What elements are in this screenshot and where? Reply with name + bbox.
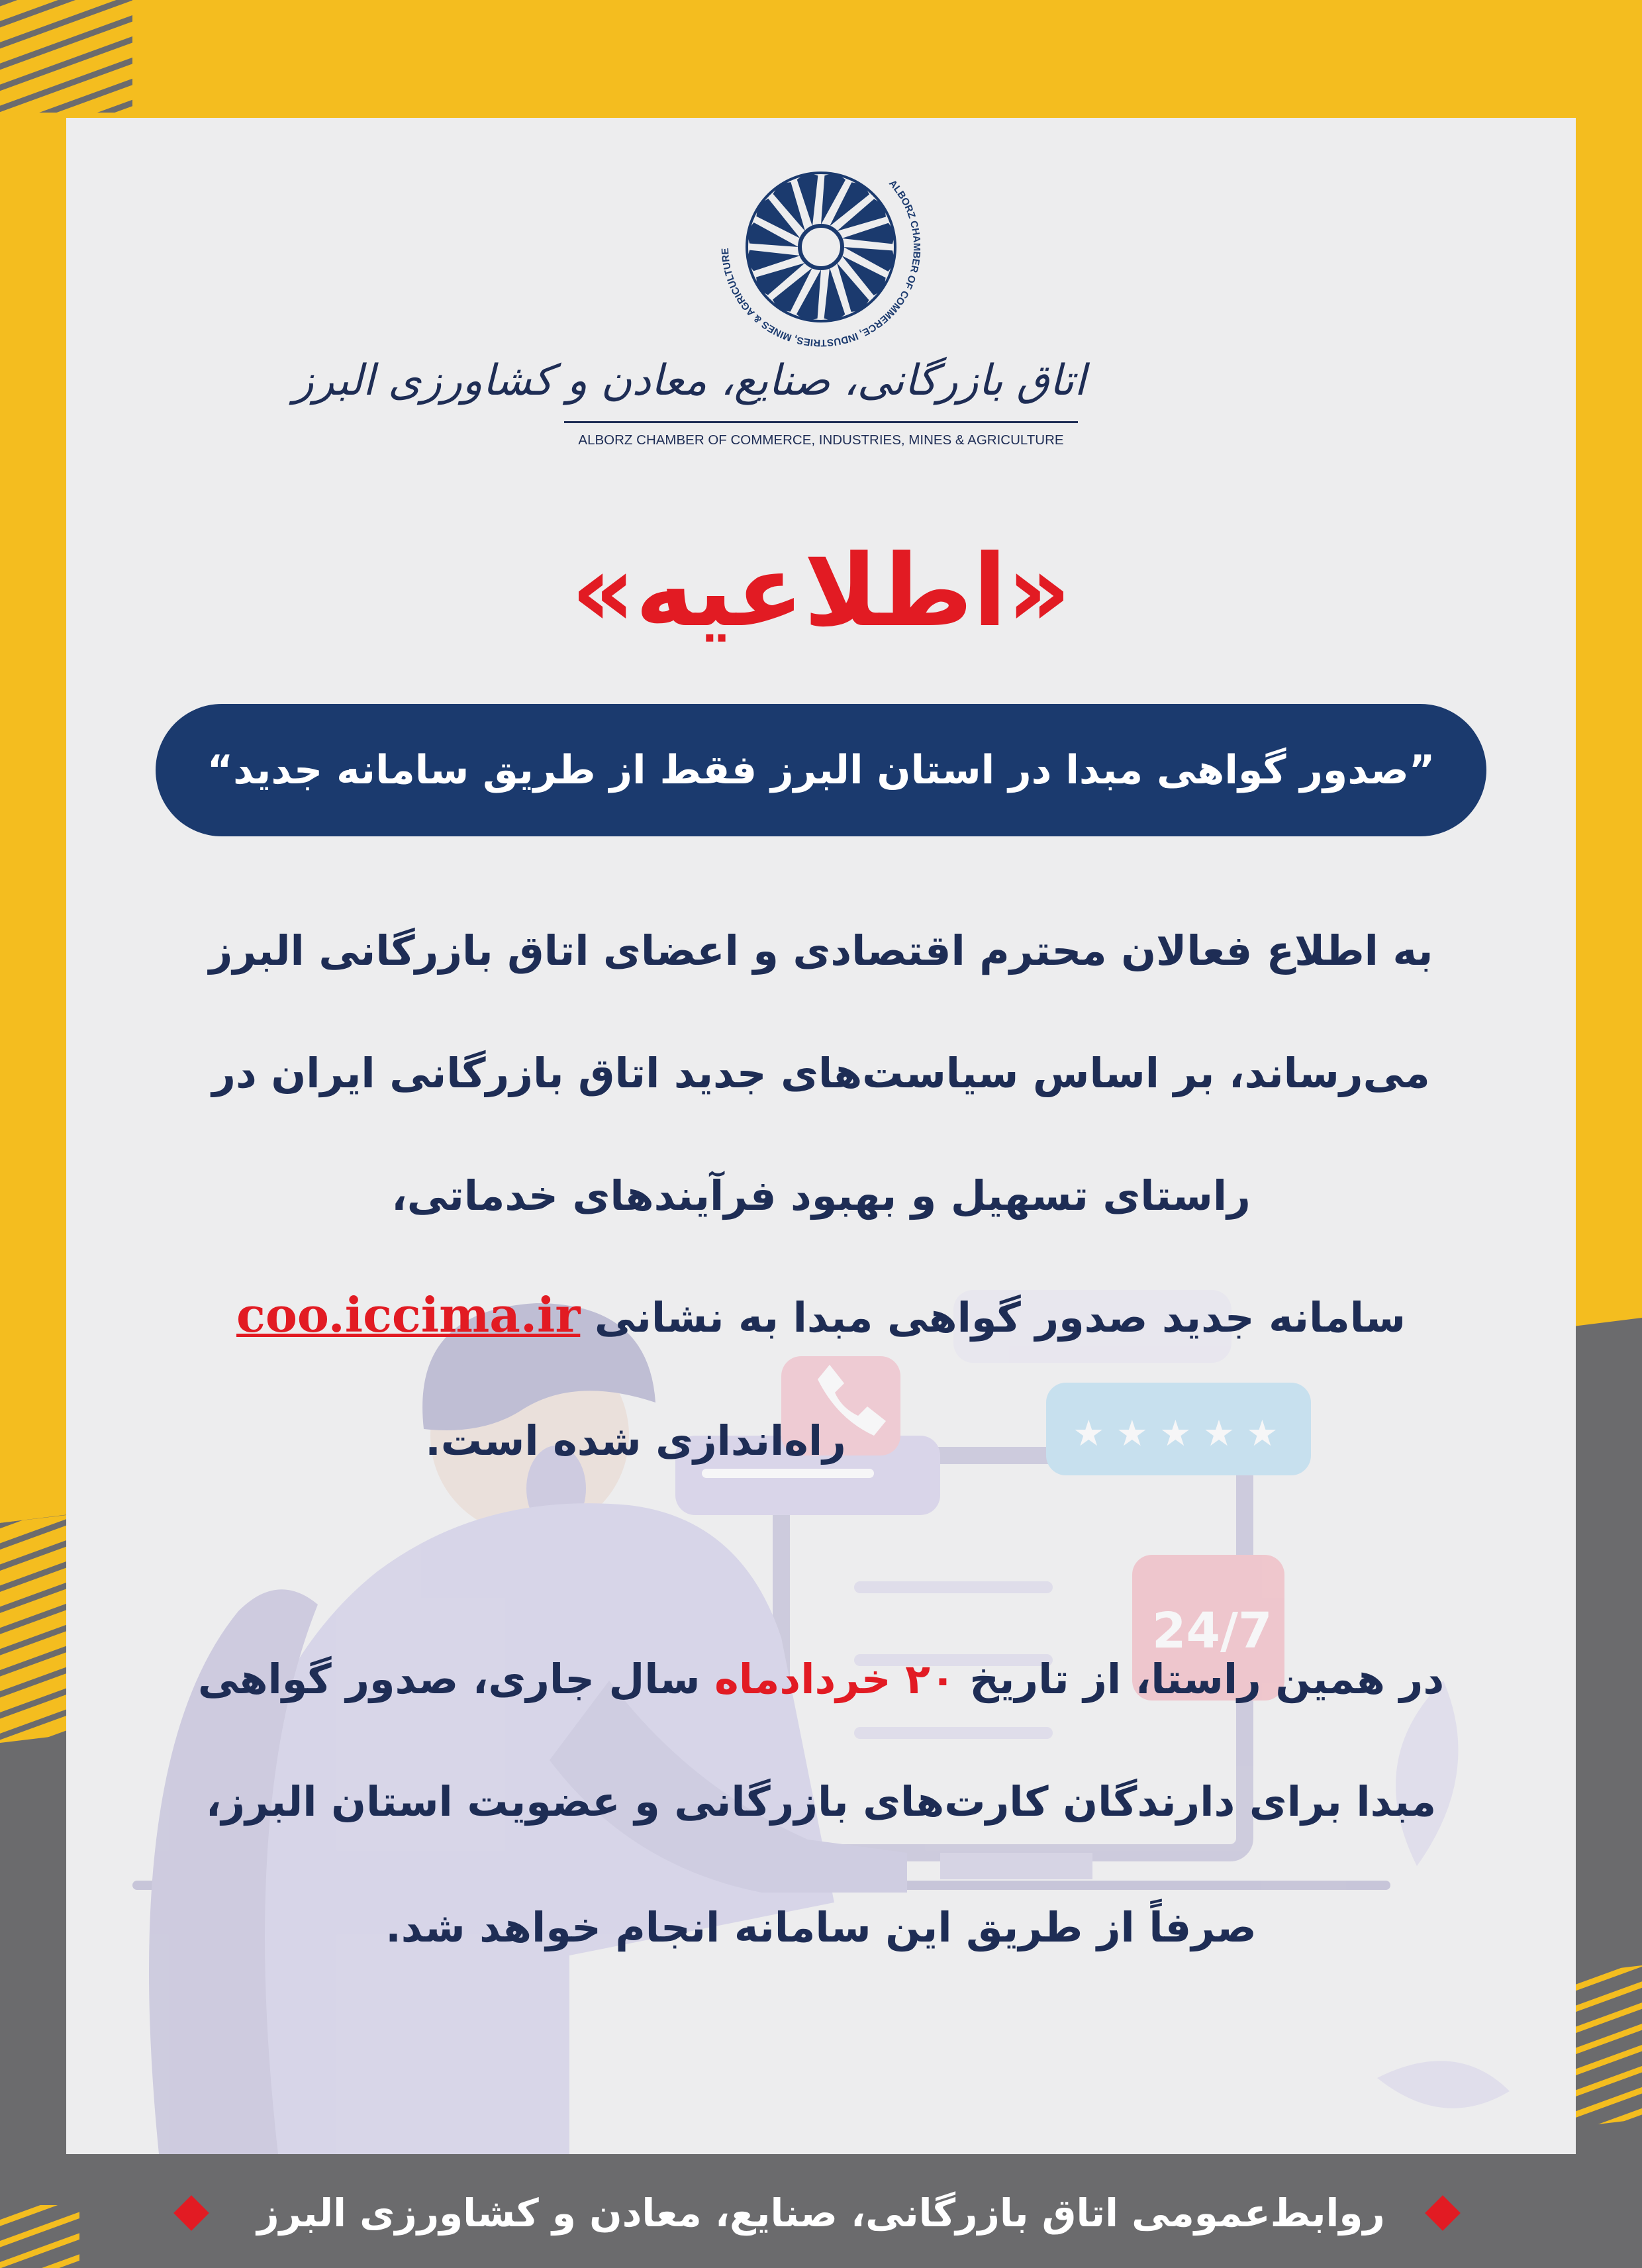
paragraph2-line1-start: در همین راستا، از تاریخ [969,1655,1445,1703]
paragraph1-line4 [106,1287,1536,1343]
emblem-petal [844,247,894,271]
stripes-right [1576,1965,1642,2127]
paragraph1-line1: به اطلاع فعالان محترم اقتصادی و اعضای اتاق بازرگانی البرز [209,926,1433,975]
logo-name-fa: اتاق بازرگانی، صنایع، معادن و کشاورزی البرز [293,356,1086,405]
paragraph1-line3: راستای تسهیل و بهبود فرآیندهای خدماتی، [391,1171,1251,1220]
plant-leaf-1 [1396,1681,1459,1866]
screen-row-1 [854,1581,1053,1593]
paragraph2-line2: مبدا برای دارندگان کارت‌های بازرگانی و عضویت استان البرز، [205,1777,1437,1826]
stripes-bottom-left [0,2205,79,2268]
announcement-title: «اطلاعیه» [571,534,1071,649]
chamber-logo-emblem [715,144,927,350]
emblem-petal [797,270,821,320]
subtitle-text: ”صدور گواهی مبدا در استان البرز فقط از طریق سامانه جدید“ [207,747,1435,793]
screen-row-3 [854,1727,1053,1739]
paragraph2-line1-end: سال جاری، صدور گواهی [197,1655,700,1703]
subtitle-banner [156,704,1486,836]
paragraph1-line4-text: سامانه جدید صدور گواهی مبدا به نشانی [594,1293,1406,1342]
stripes-left [0,1515,66,1743]
plant-leaf-2 [1377,2061,1510,2108]
emblem-petal [748,222,798,247]
paragraph1-line2: می‌رساند، بر اساس سیاست‌های جدید اتاق بازرگانی ایران در [212,1049,1430,1097]
footer-text: روابط‌عمومی اتاق بازرگانی، صنایع، معادن و کشاورزی البرز [257,2191,1385,2236]
website-link[interactable]: coo.iccima.ir [236,1287,581,1343]
announcement-card [66,118,1576,2154]
paragraph1-line5: راه‌اندازی شده است. [425,1416,846,1465]
emblem-ring-text: ALBORZ CHAMBER OF COMMERCE, INDUSTRIES, MINES & AGRICULTURE [719,177,923,349]
chat-bubble-left-line [702,1469,874,1478]
monitor-stand [940,1853,1092,1879]
paragraph2-line3: صرفاً از طریق این سامانه انجام خواهد شد. [385,1903,1257,1951]
logo-divider [564,421,1078,423]
paragraph2-line1 [106,1655,1536,1703]
deadline-date: ۲۰ خردادماه [714,1655,955,1703]
svg-text:★ ★ ★ ★ ★: ★ ★ ★ ★ ★ [1073,1412,1279,1454]
support-agent-illustration [66,118,1576,2154]
badge-24-7-text: 24/7 [1152,1602,1273,1659]
emblem-petal [821,174,845,224]
stripes-top-left [0,0,132,113]
logo-name-en: ALBORZ CHAMBER OF COMMERCE, INDUSTRIES, MINES & AGRICULTURE [578,432,1064,448]
